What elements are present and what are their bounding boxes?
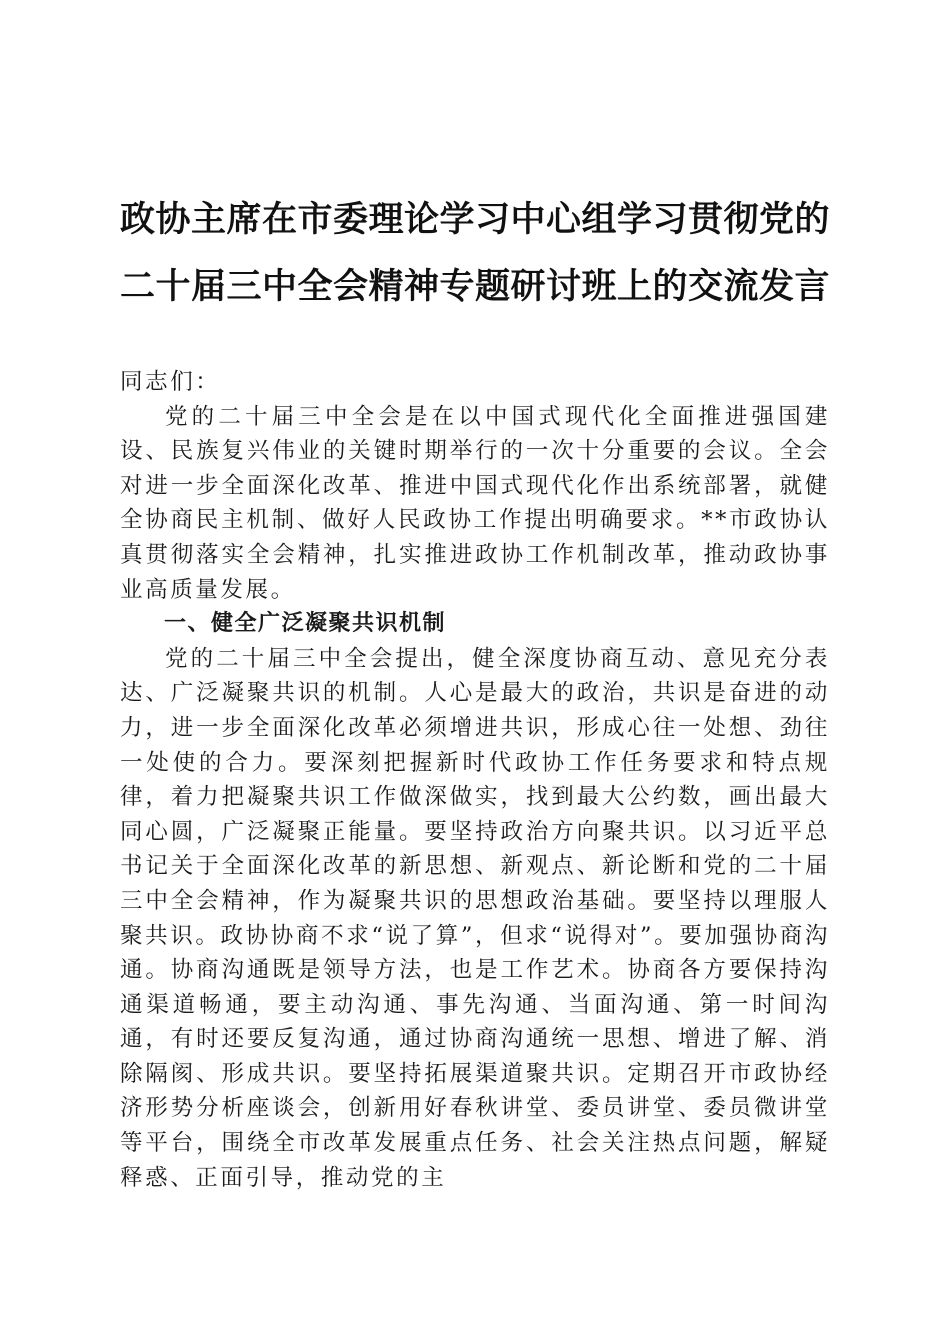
document-body	[120, 365, 830, 1195]
intro-paragraph: 党的二十届三中全会是在以中国式现代化全面推进强国建设、民族复兴伟业的关键时期举行的一次十分重要的会议。全会对进一步全面深化改革、推进中国式现代化作出系统部署，就健全协商民主机制、做好人民政协工作提出明确要求。**市政协认真贯彻落实全会精神，扎实推进政协工作机制改革，推动政协事业高质量发展。	[120, 403, 830, 603]
document-title-line-2: 二十届三中全会精神专题研讨班上的交流发言	[119, 267, 830, 307]
section-heading: 一、健全广泛凝聚共识机制	[164, 611, 447, 637]
section-paragraph: 党的二十届三中全会提出，健全深度协商互动、意见充分表达、广泛凝聚共识的机制。人心是最大的政治，共识是奋进的动力，进一步全面深化改革必须增进共识，形成心往一处想、劲往一处使的合力。要深刻把握新时代政协工作任务要求和特点规律，着力把凝聚共识工作做深做实，找到最大公约数，画出最大同心圆，广泛凝聚正能量。要坚持政治方向聚共识。以习近平总书记关于全面深化改革的新思想、新观点、新论断和党的二十届三中全会精神，作为凝聚共识的思想政治基础。要坚持以理服人聚共识。政协协商不求“说了算”，但求“说得对”。要加强协商沟通。协商沟通既是领导方法，也是工作艺术。协商各方要保持沟通渠道畅通，要主动沟通、事先沟通、当面沟通、第一时间沟通，有时还要反复沟通，通过协商沟通统一思想、增进了解、消除隔阂、形成共识。要坚持拓展渠道聚共识。定期召开市政协经济形势分析座谈会，创新用好春秋讲堂、委员讲堂、委员微讲堂等平台，围绕全市改革发展重点任务、社会关注热点问题，解疑释惑、正面引导，推动党的主	[120, 645, 830, 1191]
salutation: 同志们：	[120, 369, 221, 395]
document-title-line-1: 政协主席在市委理论学习中心组学习贯彻党的	[119, 200, 830, 240]
